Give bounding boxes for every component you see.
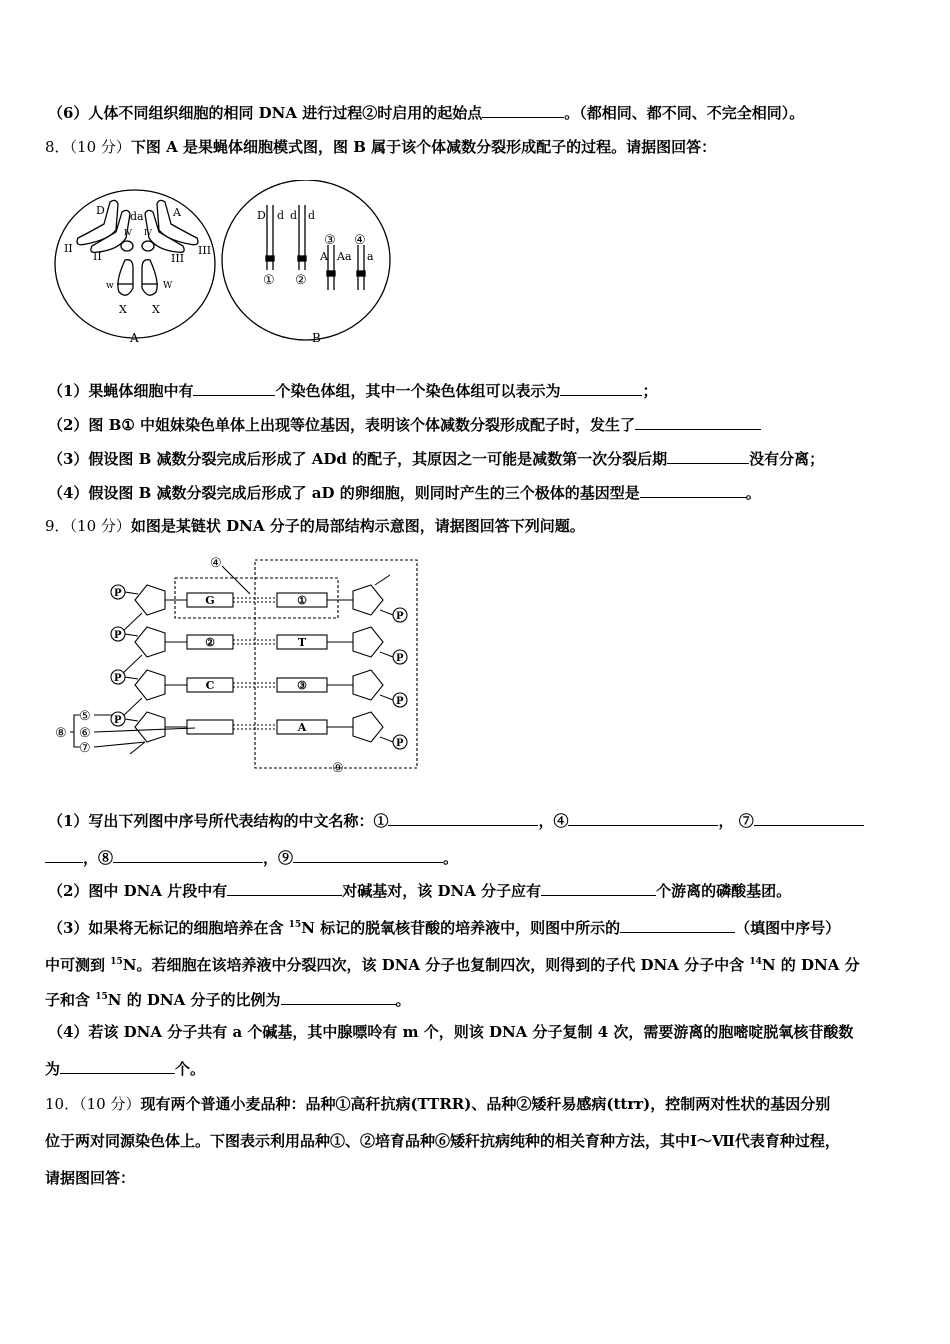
svg-text:②: ②: [295, 273, 307, 288]
bond: [380, 695, 393, 700]
question-number: 8．（10 分）: [45, 138, 131, 156]
item-text: N。若细胞在该培养液中分裂四次，该 DNA 分子也复制四次，则得到的子代 DNA 分子中含: [122, 956, 750, 974]
base-right-label: ①: [297, 594, 307, 607]
bond: [380, 737, 393, 742]
isotope-superscript: 15: [288, 920, 302, 930]
svg-text:II: II: [93, 250, 102, 263]
question-text: 位于两对同源染色体上。下图表示利用品种①、②培育品种⑥矮秆抗病纯种的相关育种方法，其中Ⅰ～Ⅶ代表育种过程，: [45, 1132, 840, 1150]
svg-text:W: W: [163, 281, 173, 291]
base-left-label: C: [205, 679, 215, 692]
item-text: （2）图 B① 中姐妹染色单体上出现等位基因，表明该个体减数分裂形成配子时，发生了: [48, 416, 636, 434]
answer-blank[interactable]: [541, 880, 656, 896]
svg-text:a: a: [367, 250, 374, 263]
item-text: 个游离的磷酸基团。: [656, 882, 792, 900]
item-text: 。: [443, 849, 459, 867]
svg-text:Aa: Aa: [337, 250, 352, 263]
phosphate-label: P: [114, 673, 122, 684]
item-text: （1）果蝇体细胞中有: [48, 382, 194, 400]
phosphate-label: P: [114, 715, 122, 726]
answer-blank[interactable]: [640, 482, 746, 498]
fruit-fly-figure: [50, 180, 400, 350]
question-text: 如图是某链状 DNA 分子的局部结构示意图，请据图回答下列问题。: [130, 517, 585, 535]
q9-item-1-cont: [45, 847, 458, 868]
svg-text:⑦: ⑦: [79, 741, 91, 756]
deoxyribose-left: [135, 627, 165, 657]
svg-text:A: A: [173, 206, 181, 219]
answer-blank[interactable]: [113, 847, 263, 863]
svg-text:D: D: [257, 209, 266, 222]
phosphate-label: P: [396, 611, 404, 622]
answer-blank[interactable]: [227, 880, 342, 896]
svg-text:①: ①: [263, 273, 275, 288]
svg-text:⑧: ⑧: [55, 726, 67, 741]
answer-blank[interactable]: [635, 414, 761, 430]
item-text: 对碱基对，该 DNA 分子应有: [342, 882, 542, 900]
svg-text:D: D: [96, 204, 105, 217]
answer-blank[interactable]: [281, 989, 396, 1005]
base-left-label: G: [205, 594, 215, 607]
item-text: N 标记的脱氧核苷酸的培养液中，则图中所示的: [301, 919, 621, 937]
phosphate-label: P: [396, 653, 404, 664]
q7-item-6: [48, 102, 804, 123]
item-text: N 的 DNA 分: [761, 956, 860, 974]
q7-item-6-text: （6）人体不同组织细胞的相同 DNA 进行过程②时启用的起始点: [48, 104, 483, 122]
question-text: 下图 A 是果蝇体细胞模式图，图 B 属于该个体减数分裂形成配子的过程。请据图回答：: [130, 138, 717, 156]
item-text: 。: [745, 484, 761, 502]
q10-stem-line-3: [45, 1168, 135, 1188]
q9-item-3: [48, 915, 840, 938]
deoxyribose-right: [353, 585, 383, 615]
item-text: 个。: [175, 1060, 206, 1078]
isotope-superscript: 14: [749, 957, 762, 967]
svg-text:⑤: ⑤: [79, 709, 91, 724]
q9-stem: [45, 516, 585, 536]
cell-b-diagram: [222, 180, 390, 340]
bond: [125, 677, 138, 679]
svg-text:da: da: [130, 210, 144, 223]
bond: [125, 634, 138, 636]
base-right-label: A: [297, 721, 307, 734]
svg-text:II: II: [64, 242, 73, 255]
item-text: （4）若该 DNA 分子共有 a 个碱基，其中腺嘌呤有 m 个，则该 DNA 分子复制 4 次，需要游离的胞嘧啶脱氧核苷酸数: [48, 1023, 854, 1041]
number-labels: [55, 556, 344, 776]
answer-blank[interactable]: [60, 1058, 175, 1074]
deoxyribose-right: [353, 670, 383, 700]
deoxyribose-left: [135, 585, 165, 615]
question-number: 9．（10 分）: [45, 517, 131, 535]
answer-blank[interactable]: [293, 847, 443, 863]
q7-item-6-options: 。（都相同、都不同、不完全相同）。: [564, 104, 805, 122]
answer-blank[interactable]: [568, 810, 718, 826]
item-text: ；: [642, 382, 658, 400]
base-left-label: ②: [205, 636, 215, 649]
answer-blank[interactable]: [45, 847, 83, 863]
svg-text:⑨: ⑨: [332, 761, 344, 776]
svg-text:Ⅳ: Ⅳ: [144, 228, 152, 237]
item-text: （2）图中 DNA 片段中有: [48, 882, 228, 900]
isotope-superscript: 15: [110, 957, 123, 967]
figure-caption-b: B: [312, 331, 321, 345]
q10-stem-line-2: [45, 1131, 840, 1151]
deoxyribose-left: [135, 712, 165, 742]
deoxyribose-right: [353, 712, 383, 742]
item-text: 为: [45, 1060, 61, 1078]
answer-blank[interactable]: [482, 102, 564, 118]
q10-stem-line-1: [45, 1094, 830, 1114]
svg-text:III: III: [171, 252, 185, 265]
backbone-end: [375, 575, 390, 585]
question-number: 10．（10 分）: [45, 1095, 141, 1113]
item-text: （3）假设图 B 减数分裂完成后形成了 ADd 的配子，其原因之一可能是减数第一次分裂后期: [48, 450, 668, 468]
bond: [380, 610, 393, 615]
phosphate-label: P: [396, 738, 404, 749]
item-text: ，⑧: [83, 849, 114, 867]
figure-caption-a: A: [130, 331, 139, 345]
q9-item-1: [48, 810, 864, 831]
svg-text:X: X: [119, 303, 127, 316]
item-text: 中可测到: [45, 956, 111, 974]
svg-text:④: ④: [210, 556, 222, 571]
item-text: （4）假设图 B 减数分裂完成后形成了 aD 的卵细胞，则同时产生的三个极体的基因型是: [48, 484, 640, 502]
base-right-label: T: [297, 636, 307, 649]
answer-blank[interactable]: [754, 810, 864, 826]
q9-item-3-cont: [45, 952, 860, 975]
nucleotide-rows: [111, 575, 407, 749]
item-text: 。: [395, 991, 411, 1009]
answer-blank[interactable]: [667, 448, 749, 464]
cell-a-labels: [64, 204, 211, 345]
question-text: 现有两个普通小麦品种：品种①高秆抗病(TTRR)、品种②矮秆易感病(ttrr)，控制两对性状的基因分别: [140, 1095, 831, 1113]
item-text: （1）写出下列图中序号所代表结构的中文名称：①: [48, 812, 389, 830]
phosphate-label: P: [114, 630, 122, 641]
q8-item-3: [48, 448, 824, 469]
svg-text:III: III: [198, 244, 212, 257]
q8-item-2: [48, 414, 761, 435]
bond: [125, 719, 138, 721]
item-text: 没有分离；: [749, 450, 825, 468]
svg-text:d: d: [308, 209, 316, 222]
q9-item-2: [48, 880, 791, 901]
base-right-label: ③: [297, 679, 307, 692]
item-text: （填图中序号）: [735, 919, 841, 937]
answer-blank[interactable]: [193, 380, 275, 396]
bond: [125, 592, 138, 594]
q8-item-1: [48, 380, 657, 401]
question-text: 请据图回答：: [45, 1169, 136, 1187]
item-text: 子和含: [45, 991, 96, 1009]
item-text: N 的 DNA 分子的比例为: [107, 991, 281, 1009]
bond: [380, 652, 393, 657]
svg-text:Ⅳ: Ⅳ: [124, 228, 132, 237]
q9-item-3-cont2: [45, 987, 411, 1010]
deoxyribose-right: [353, 627, 383, 657]
svg-text:④: ④: [354, 233, 366, 248]
item-text: 个染色体组，其中一个染色体组可以表示为: [275, 382, 561, 400]
svg-text:d: d: [290, 209, 298, 222]
answer-blank[interactable]: [388, 810, 538, 826]
item-text: ， ⑦: [718, 812, 754, 830]
answer-blank[interactable]: [620, 917, 735, 933]
svg-text:d: d: [277, 209, 285, 222]
svg-text:X: X: [152, 303, 160, 316]
q9-item-4-cont: [45, 1058, 205, 1079]
item-text: ，⑨: [263, 849, 294, 867]
q8-item-4: [48, 482, 761, 503]
isotope-superscript: 15: [95, 992, 108, 1002]
item-text: ，④: [538, 812, 569, 830]
svg-text:A: A: [320, 250, 328, 263]
phosphate-label: P: [114, 588, 122, 599]
answer-blank[interactable]: [560, 380, 642, 396]
base-left-box: [187, 720, 233, 734]
q9-item-4: [48, 1022, 853, 1042]
deoxyribose-left: [135, 670, 165, 700]
svg-text:③: ③: [324, 233, 336, 248]
svg-text:⑥: ⑥: [79, 726, 91, 741]
q8-stem: [45, 137, 716, 157]
svg-text:w: w: [106, 281, 114, 291]
phosphate-label: P: [396, 696, 404, 707]
item-text: （3）如果将无标记的细胞培养在含: [48, 919, 289, 937]
dna-structure-figure: [50, 550, 430, 780]
